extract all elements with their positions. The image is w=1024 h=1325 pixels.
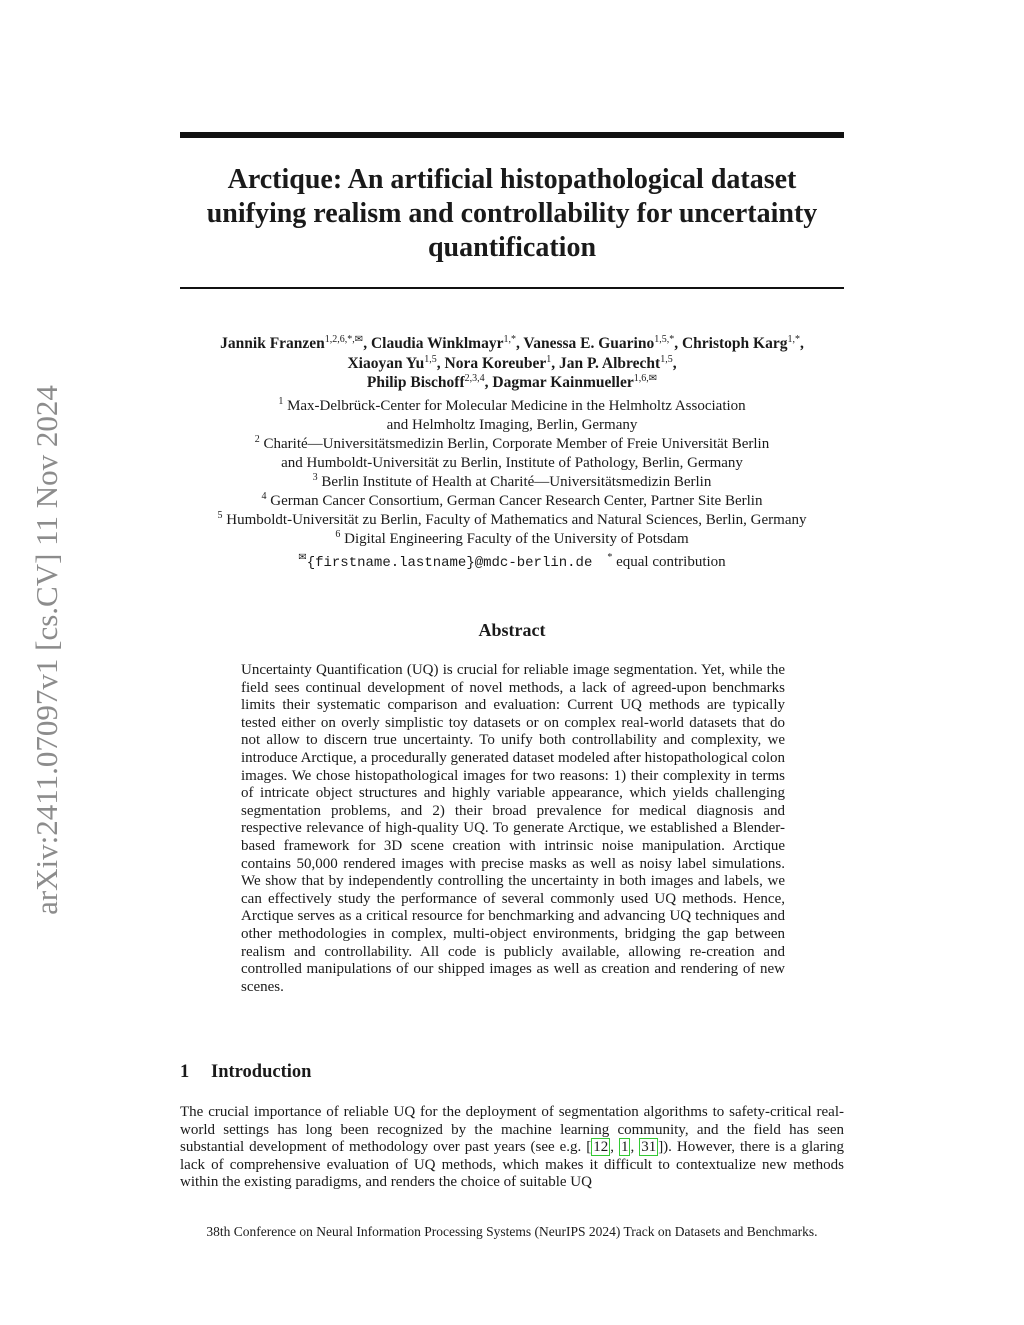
- contact-email[interactable]: {firstname.lastname}@mdc-berlin.de: [306, 555, 593, 571]
- affiliation-4: $^4$ German Cancer Consortium, German Cancer Research Center, Partner Site Berlin: [261, 491, 763, 509]
- envelope-icon: ✉: [648, 373, 658, 384]
- author-name: Jannik Franzen: [220, 335, 325, 352]
- citation-link[interactable]: 31: [641, 1139, 657, 1156]
- citation-link[interactable]: 1: [620, 1139, 629, 1156]
- author-name: , Jan P. Albrecht: [551, 354, 661, 372]
- title-top-rule: [180, 132, 844, 138]
- affiliation-2: $^2$ Charité—Universitätsmedizin Berlin, Corporate Member of Freie Universität Berlin: [254, 434, 770, 452]
- abstract-heading: Abstract: [478, 620, 546, 640]
- section-heading-introduction: [180, 1062, 311, 1083]
- affiliation-3: $^3$ Berlin Institute of Health at Charité—Universitätsmedizin Berlin: [312, 472, 712, 490]
- section-number: 1: [180, 1062, 190, 1082]
- author-name: Philip Bischoff: [366, 374, 465, 391]
- contact-line: [150, 553, 874, 573]
- title-bottom-rule: [180, 287, 844, 289]
- author-name: , Christoph Karg: [674, 335, 788, 352]
- section-title: Introduction: [211, 1062, 312, 1082]
- introduction-body: The crucial importance of reliable UQ for the deployment of segmentation algorithms to safety-critical real-world settings has long been recognized by the machine learning community, and the field has seen substantial development of methodology over past years (see e.g. [ 12 , 1 , 31 ]). However, there is a glaring lack of comprehensive evaluation of UQ methods, which makes it difficult to contextualize new methods within the existing paradigms, and renders the choice of suitable UQ: [180, 1104, 845, 1191]
- author-name: , Nora Koreuber: [436, 354, 547, 372]
- paper-title: Arctique: An artificial histopathological dataset unifying realism and controllability for uncertainty quantification: [206, 164, 818, 263]
- author-name: , Dagmar Kainmueller: [484, 374, 634, 391]
- affiliation-6: $^6$ Digital Engineering Faculty of the University of Potsdam: [335, 529, 689, 547]
- equal-contribution-star: *: [607, 552, 613, 563]
- affiliation-1: $^1$ Max-Delbrück-Center for Molecular Medicine in the Helmholtz Association: [278, 396, 746, 414]
- author-name: , Claudia Winklmayr: [363, 335, 504, 352]
- envelope-icon: ✉: [354, 334, 364, 345]
- arxiv-id: arXiv:2411.07097v1 [cs.CV] 11 Nov 2024: [29, 385, 64, 915]
- citation-link[interactable]: 12: [593, 1139, 609, 1156]
- envelope-icon: ✉: [298, 552, 307, 563]
- abstract-body: Uncertainty Quantification (UQ) is crucial for reliable image segmentation. Yet, while the field sees continual development of novel methods, a lack of agreed-upon benchmarks limits their systematic comparison and evaluation: Current UQ methods are typically tested either on overly simplistic toy datasets or on complex real-world datasets that do not allow to discern true uncertainty. To unify both controllability and complexity, we introduce Arctique, a procedurally generated dataset modeled after histopathological colon images. We chose histopathological images for two reasons: 1) their complexity in terms of intricate object structures and highly variable appearance, which yields challenging segmentation problems, and 2) their broad prevalence for medical diagnosis and respective relevance of high-quality UQ. To generate Arctique, we established a Blender-based framework for 3D scene creation with intrinsic noise manipulation. Arctique contains 50,000 rendered images with precise masks as well as noisy label simulations. We show that by independently controlling the uncertainty in both images and labels, we can effectively study the performance of several commonly used UQ methods. Hence, Arctique serves as a critical resource for benchmarking and advancing UQ techniques and other methodologies in complex, multi-object environments, bridging the gap between realism and controllability. All code is publicly available, allowing re-creation and controlled manipulations of our shipped images as well as creation and rendering of new scenes.: [241, 662, 785, 995]
- affiliation-1-cont: and Helmholtz Imaging, Berlin, Germany: [386, 417, 638, 433]
- conference-footer: 38th Conference on Neural Information Processing Systems (NeurIPS 2024) Track on Datasets and Benchmarks.: [206, 1224, 818, 1239]
- author-name: , Vanessa E. Guarino: [515, 335, 655, 352]
- equal-contribution-note: equal contribution: [612, 554, 726, 570]
- author-name: Xiaoyan Yu: [347, 354, 425, 372]
- affiliation-5: $^5$ Humboldt-Universität zu Berlin, Faculty of Mathematics and Natural Sciences, Berlin, Germany: [217, 510, 807, 528]
- affiliation-2-cont: and Humboldt-Universität zu Berlin, Institute of Pathology, Berlin, Germany: [281, 455, 743, 471]
- author-list: Jannik Franzen$^{1,2,6,*,✉}$, Claudia Winklmayr$^{1,*}$, Vanessa E. Guarino$^{1,5,*}$, Christoph Karg$^{1,*}$, Xiaoyan Yu$^{1,5}$, Nora Koreuber$^1$, Jan P. Albrecht$^{1,5}$, Philip Bischoff$^{2,3,4}$, Dagmar Kainmueller$^{1,6,✉}$: [220, 334, 804, 391]
- affiliation-list: [150, 397, 874, 549]
